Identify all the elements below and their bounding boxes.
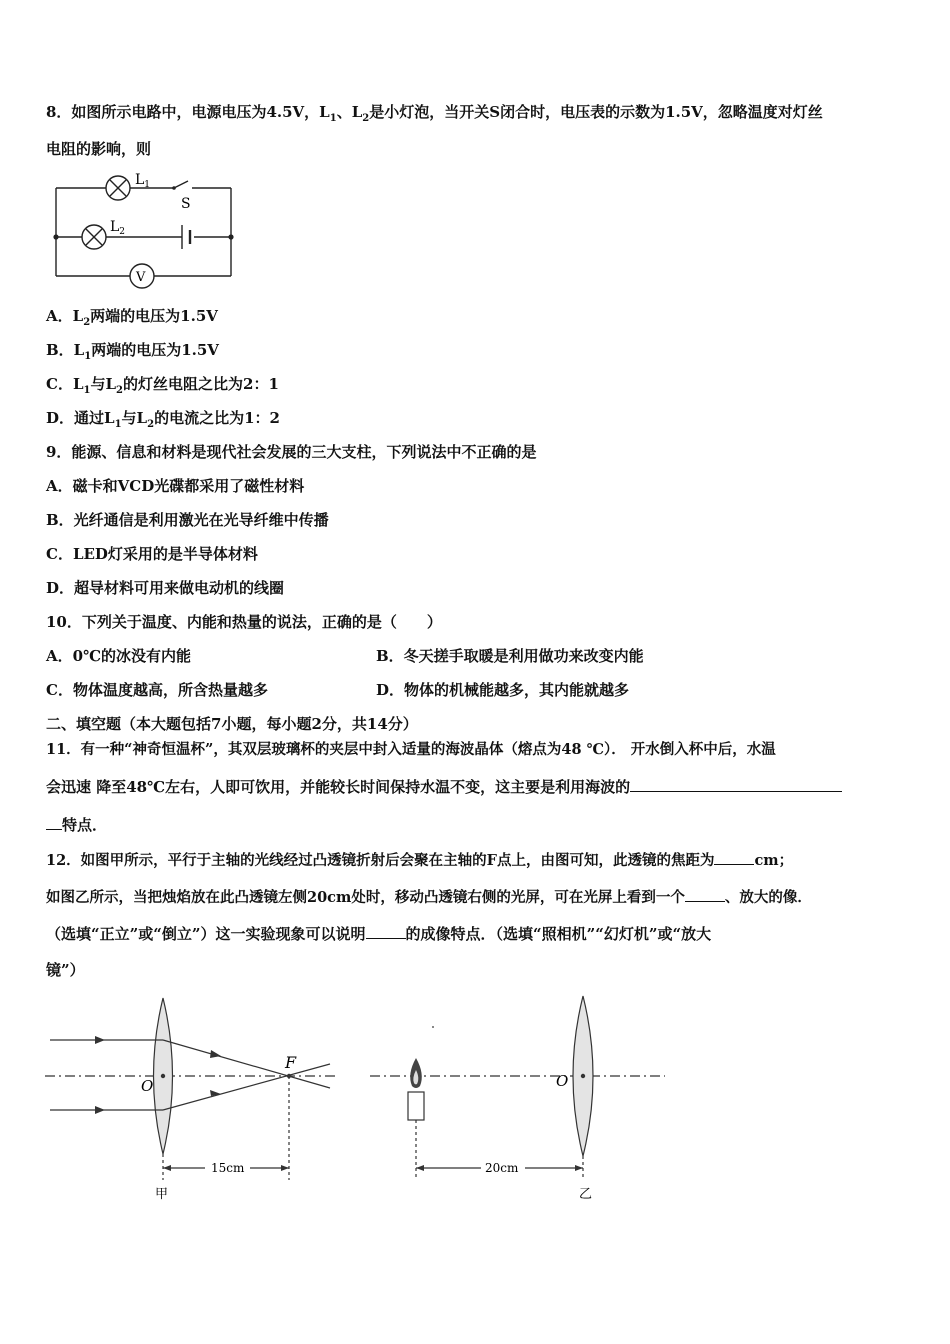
q12-line4: 镜”）: [46, 961, 85, 979]
circuit-diagram: [50, 168, 240, 283]
figure-lens-focus: [45, 990, 345, 1205]
q12-device-blank[interactable]: [366, 924, 406, 939]
q12-line1: 12．如图甲所示，平行于主轴的光线经过凸透镜折射后会聚在主轴的F点上，由图可知，此透镜的焦距为 cm；: [46, 852, 794, 869]
figure-candle-lens: [365, 990, 675, 1205]
q11-line2: 会迅速 降至48℃左右，人即可饮用，并能较长时间保持水温不变，这主要是利用海波的: [46, 777, 842, 797]
q12-line2: 如图乙所示，当把烛焰放在此凸透镜左侧20cm处时，移动凸透镜右侧的光屏，可在光屏上看到一个 、放大的像．: [46, 889, 812, 906]
circuit-label-s: S: [181, 196, 191, 212]
q12-focal-length-blank[interactable]: [714, 850, 754, 865]
fig-left-caption: 甲: [155, 1187, 169, 1202]
q10-stem: 10．下列关于温度、内能和热量的说法，正确的是（ ）: [46, 613, 442, 631]
q12-line3: （选填“正立”或“倒立”）这一实验现象可以说明 的成像特点．（选填“照相机”“幻灯机”或“放大: [46, 925, 712, 943]
fig-right-o-label: O: [556, 1072, 569, 1090]
q8-option-c: C．$L_1$与$L_2$的灯丝电阻之比为2：1: [46, 375, 279, 396]
q8-option-a: A．$L_2$两端的电压为1.5V: [46, 307, 218, 328]
q8-option-b: B．$L_1$两端的电压为1.5V: [46, 341, 219, 362]
circuit-label-l1: $L_1$: [135, 172, 151, 190]
q9-option-a: A．磁卡和VCD光碟都采用了磁性材料: [46, 477, 305, 495]
voltmeter-label: V: [136, 270, 146, 285]
circuit-label-l2: $L_2$: [110, 219, 126, 237]
fig-left-f-label: F: [285, 1053, 297, 1072]
q10-option-b: B．冬天搓手取暖是利用做功来改变内能: [376, 647, 644, 665]
q12-image-orientation-blank[interactable]: [685, 887, 725, 902]
q9-option-d: D．超导材料可用来做电动机的线圈: [46, 579, 285, 597]
q8-option-d: D．通过$L_1$与$L_2$的电流之比为1：2: [46, 409, 280, 430]
q11-answer-blank[interactable]: [630, 777, 842, 792]
q10-option-c: C．物体温度越高，所含热量越多: [46, 681, 268, 699]
q11-line1: 11．有一种“神奇恒温杯”，其双层玻璃杯的夹层中封入适量的海波晶体（熔点为48 ℃）． 开水倒入杯中后，水温: [46, 741, 776, 758]
q10-option-d: D．物体的机械能越多，其内能就越多: [376, 681, 630, 699]
q8-stem-line1: 8．如图所示电路中，电源电压为4.5V，$L_1$、$L_2$是小灯泡，当开关S闭合时，电压表的示数为1.5V，忽略温度对灯丝: [46, 103, 823, 124]
q9-option-b: B．光纤通信是利用激光在光导纤维中传播: [46, 511, 329, 529]
q11-line3: 特点．: [46, 815, 107, 835]
fig-left-o-label: O: [141, 1077, 154, 1095]
fig-right-caption: 乙: [579, 1187, 593, 1202]
fig-right-distance: 20cm: [485, 1161, 519, 1175]
q10-option-a: A．0℃的冰没有内能: [46, 647, 192, 665]
fig-left-distance: 15cm: [211, 1161, 245, 1175]
q8-stem-line2: 电阻的影响，则: [46, 140, 152, 158]
q11-answer-blank-cont[interactable]: [46, 815, 62, 830]
q9-option-c: C．LED灯采用的是半导体材料: [46, 545, 258, 563]
q9-stem: 9．能源、信息和材料是现代社会发展的三大支柱，下列说法中不正确的是: [46, 443, 537, 461]
section-2-title: 二、填空题（本大题包括7小题，每小题2分，共14分）: [46, 715, 418, 733]
